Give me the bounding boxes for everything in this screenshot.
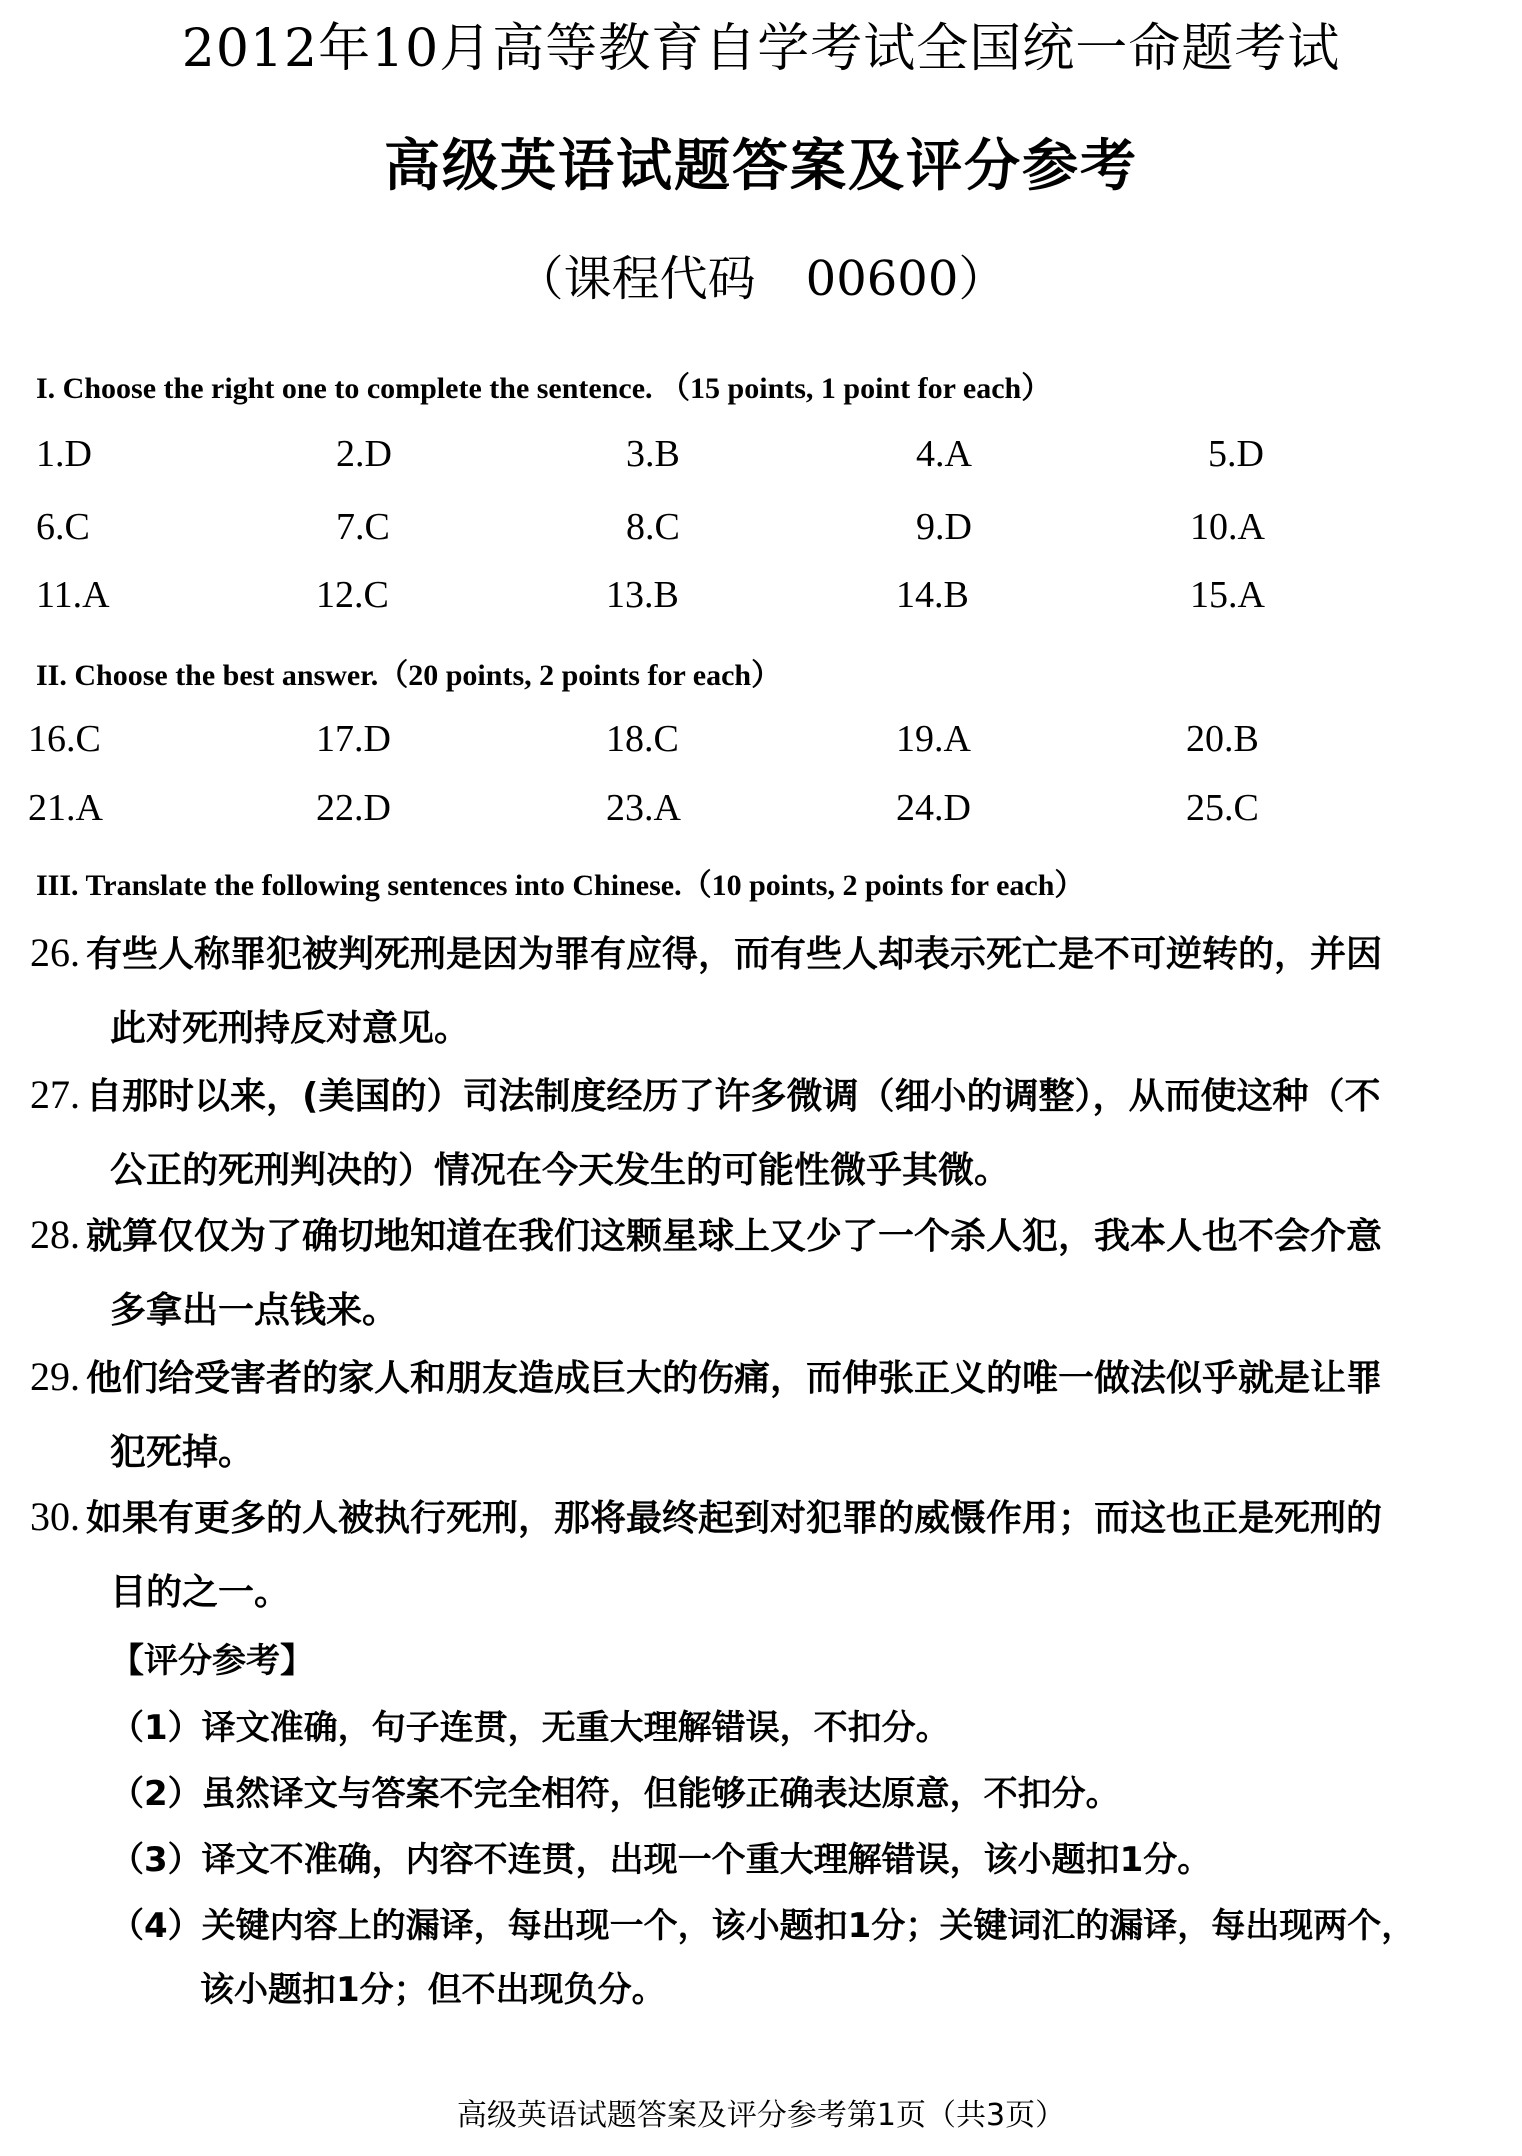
translation-text: 他们给受害者的家人和朋友造成巨大的伤痛，而伸张正义的唯一做法似乎就是让罪 — [86, 1358, 1383, 1399]
answer-item: 22.D — [316, 787, 391, 829]
answer-item: 1.D — [36, 433, 92, 475]
translation-text: 就算仅仅为了确切地知道在我们这颗星球上又少了一个杀人犯，我本人也不会介意 — [86, 1216, 1383, 1257]
criteria-item: （1）译文准确，句子连贯，无重大理解错误，不扣分。 — [110, 1708, 950, 1748]
course-code: 00600） — [805, 251, 1007, 307]
section-3-heading: III. Translate the following sentences into Chinese.（10 points, 2 points for each） — [36, 869, 1085, 902]
translation-item — [30, 1490, 1382, 1541]
page-footer: 高级英语试题答案及评分参考第1页（共3页） — [456, 2098, 1066, 2133]
course-code-line — [0, 240, 1522, 309]
translation-text: 有些人称罪犯被判死刑是因为罪有应得，而有些人却表示死亡是不可逆转的，并因 — [86, 934, 1383, 975]
answer-item: 23.A — [606, 787, 681, 829]
criteria-item: （4）关键内容上的漏译，每出现一个，该小题扣1分；关键词汇的漏译，每出现两个， — [110, 1906, 1416, 1946]
item-number: 28. — [30, 1212, 80, 1257]
criteria-item: （3）译文不准确，内容不连贯，出现一个重大理解错误，该小题扣1分。 — [110, 1840, 1212, 1880]
answer-item: 14.B — [896, 574, 969, 616]
answer-item: 17.D — [316, 718, 391, 760]
criteria-item-cont: 该小题扣1分；但不出现负分。 — [200, 1970, 666, 2010]
translation-item — [30, 1208, 1382, 1259]
answer-item: 11.A — [36, 574, 110, 616]
item-number: 29. — [30, 1354, 80, 1399]
answer-item: 3.B — [626, 433, 680, 475]
answer-item: 5.D — [1208, 433, 1264, 475]
answer-item: 4.A — [916, 433, 972, 475]
answer-item: 12.C — [316, 574, 389, 616]
answer-item: 2.D — [336, 433, 392, 475]
translation-text-cont: 公正的死刑判决的）情况在今天发生的可能性微乎其微。 — [110, 1150, 1011, 1191]
translation-text: 自那时以来，(美国的）司法制度经历了许多微调（细小的调整），从而使这种（不 — [86, 1076, 1381, 1117]
translation-text-cont: 犯死掉。 — [110, 1432, 255, 1473]
answer-item: 21.A — [28, 787, 103, 829]
course-code-label: （课程代码 — [515, 251, 756, 307]
answer-item: 6.C — [36, 506, 90, 548]
answer-item: 10.A — [1190, 506, 1265, 548]
answer-item: 19.A — [896, 718, 971, 760]
section-2-heading: II. Choose the best answer.（20 points, 2 points for each） — [36, 659, 782, 692]
criteria-heading: 【评分参考】 — [110, 1641, 314, 1681]
answer-item: 8.C — [626, 506, 680, 548]
answer-item: 20.B — [1186, 718, 1259, 760]
document-title: 高级英语试题答案及评分参考 — [384, 133, 1138, 199]
item-number: 30. — [30, 1494, 80, 1539]
translation-text-cont: 多拿出一点钱来。 — [110, 1290, 399, 1331]
translation-item — [30, 1350, 1382, 1401]
translation-text-cont: 此对死刑持反对意见。 — [110, 1008, 471, 1049]
section-1-heading: I. Choose the right one to complete the sentence. （15 points, 1 point for each） — [36, 372, 1052, 405]
translation-text-cont: 目的之一。 — [110, 1572, 291, 1613]
answer-item: 18.C — [606, 718, 679, 760]
item-number: 27. — [30, 1072, 80, 1117]
answer-item: 7.C — [336, 506, 390, 548]
answer-item: 24.D — [896, 787, 971, 829]
exam-title: 2012年10月高等教育自学考试全国统一命题考试 — [181, 19, 1341, 79]
answer-item: 9.D — [916, 506, 972, 548]
translation-item — [30, 1068, 1380, 1119]
answer-item: 15.A — [1190, 574, 1265, 616]
translation-text: 如果有更多的人被执行死刑，那将最终起到对犯罪的威慑作用；而这也正是死刑的 — [86, 1498, 1383, 1539]
answer-item: 16.C — [28, 718, 101, 760]
criteria-item: （2）虽然译文与答案不完全相符，但能够正确表达原意，不扣分。 — [110, 1774, 1120, 1814]
answer-item: 25.C — [1186, 787, 1259, 829]
translation-item — [30, 926, 1382, 977]
answer-item: 13.B — [606, 574, 679, 616]
item-number: 26. — [30, 930, 80, 975]
